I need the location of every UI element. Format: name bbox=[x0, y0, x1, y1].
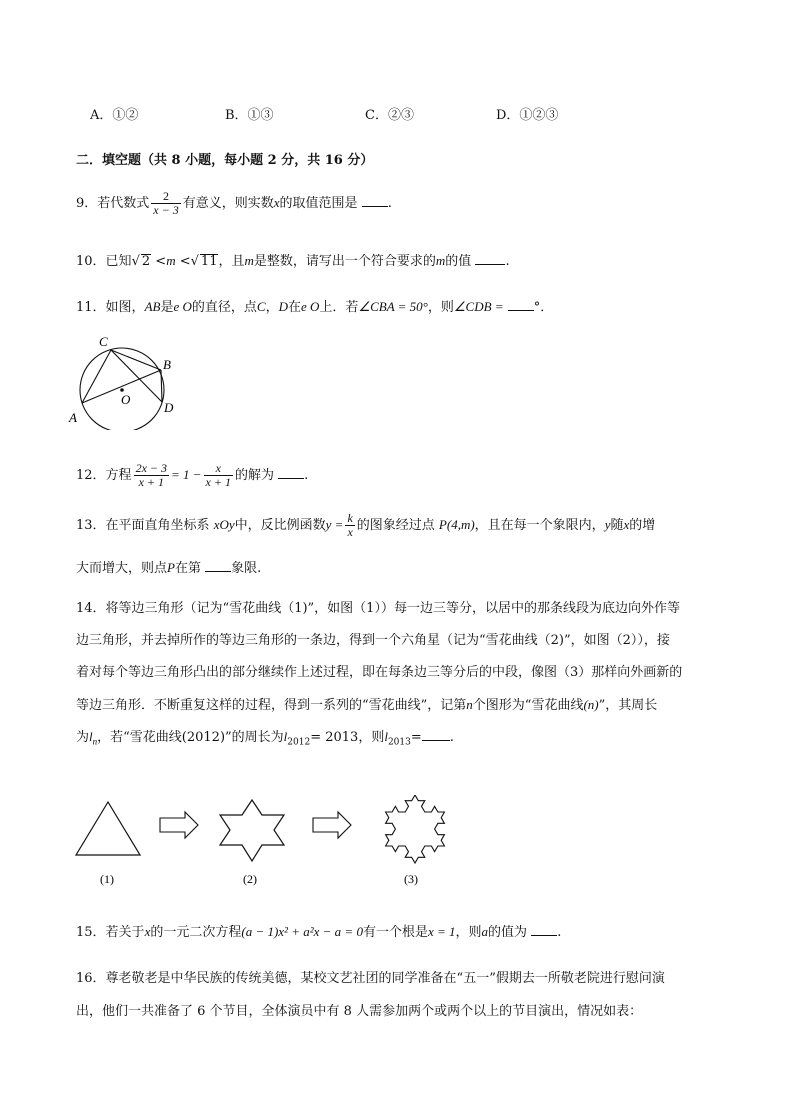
question-14-line-5: 为$l_n$，若“雪花曲线(2012)”的周长为$l_{2012}= 2013$，则$l_{2013}=$ . bbox=[76, 729, 454, 748]
option-d: D．①②③ bbox=[496, 108, 559, 123]
question-14-line-1: 14．将等边三角形（记为“雪花曲线（1)”，如图（1））每一边三等分，以居中的那条线段为底边向外作等 bbox=[76, 601, 680, 616]
figure-label-2: (2) bbox=[243, 872, 257, 886]
question-9: 9．若代数式 $\frac{2}{x - 3}$ 有意义，则实数x的取值范围是 . bbox=[76, 189, 392, 217]
q12-fraction-right: $\frac{x}{x + 1}$ bbox=[205, 461, 231, 489]
figure-label-1: (1) bbox=[100, 872, 114, 886]
answer-blank bbox=[278, 478, 304, 479]
question-11: 11．如图，AB是e O的直径，点C，D在e O上．若∠CBA = 50°，则∠CDB = °． bbox=[76, 299, 554, 315]
segment-bd bbox=[161, 370, 162, 402]
question-10: 10．已知√ 2 <m <√ 11，且m是整数，请写出一个符合要求的m的值 . bbox=[76, 253, 510, 269]
question-12: 12．方程 $\frac{2x - 3}{x + 1}$ = 1 − $\frac{x}{x + 1}$ 的解为 . bbox=[76, 461, 309, 489]
answer-blank bbox=[508, 310, 534, 311]
segment-cb bbox=[111, 350, 161, 370]
option-c: C．②③ bbox=[365, 108, 414, 123]
question-16-line-1: 16．尊老敬老是中华民族的传统美德，某校文艺社团的同学准备在“五一”假期去一所敬老院进行慰问演 bbox=[76, 971, 665, 986]
segment-ac bbox=[82, 350, 111, 403]
circle-diagram bbox=[66, 330, 186, 430]
question-14-line-2: 边三角形，并去掉所作的等边三角形的一条边，得到一个六角星（记为“雪花曲线（2)”，如图（2）），接 bbox=[76, 633, 670, 648]
option-b: B．①③ bbox=[225, 108, 274, 123]
q9-fraction: $\frac{2}{x - 3}$ bbox=[153, 189, 179, 217]
answer-blank bbox=[422, 740, 450, 741]
label-o: O bbox=[121, 392, 131, 407]
question-16-line-2: 出，他们一共准备了 6 个节目，全体演员中有 8 人需参加两个或两个以上的节目演出，情况如表： bbox=[76, 1004, 643, 1019]
snowflake-figures bbox=[70, 795, 470, 890]
question-14-line-3: 着对每个等边三角形凸出的部分继续作上述过程，即在每条边三等分后的中段，像图（3）那样向外画新的 bbox=[76, 665, 683, 680]
question-15: 15．若关于x的一元二次方程(a − 1)x² + a²x − a = 0有一个根是x = 1，则a的值为 . bbox=[76, 924, 562, 940]
question-13-line-2: 大而增大，则点P在第 象限. bbox=[76, 560, 262, 576]
answer-blank bbox=[531, 935, 557, 936]
koch-snowflake-figure bbox=[386, 795, 445, 863]
option-a: A．①② bbox=[90, 108, 139, 123]
question-13-line-1: 13．在平面直角坐标系 xOy中，反比例函数y = $\frac{k}{x}$ 的图象经过点 P(4,m)，且在每一个象限内，y随x的增 bbox=[76, 511, 656, 539]
label-c: C bbox=[99, 334, 108, 349]
answer-blank bbox=[205, 571, 231, 572]
q12-fraction-left: $\frac{2x - 3}{x + 1}$ bbox=[135, 461, 167, 489]
arrow-right-icon bbox=[313, 812, 351, 838]
label-b: B bbox=[163, 357, 171, 372]
section-title: 二．填空题（共 8 小题，每小题 2 分，共 16 分） bbox=[76, 153, 374, 168]
arrow-right-icon bbox=[160, 812, 198, 838]
answer-blank bbox=[362, 206, 388, 207]
q13-fraction: $\frac{k}{x}$ bbox=[347, 511, 353, 539]
triangle-figure bbox=[76, 802, 140, 855]
label-d: D bbox=[164, 400, 174, 415]
figure-label-3: (3) bbox=[404, 872, 418, 886]
answer-blank bbox=[475, 264, 505, 265]
question-14-line-4: 等边三角形．不断重复这样的过程，得到一系列的“雪花曲线”，记第n个图形为“雪花曲线(n)”，其周长 bbox=[76, 697, 658, 713]
star-figure bbox=[220, 800, 284, 861]
segment-cd bbox=[111, 350, 162, 402]
label-a: A bbox=[69, 410, 77, 425]
